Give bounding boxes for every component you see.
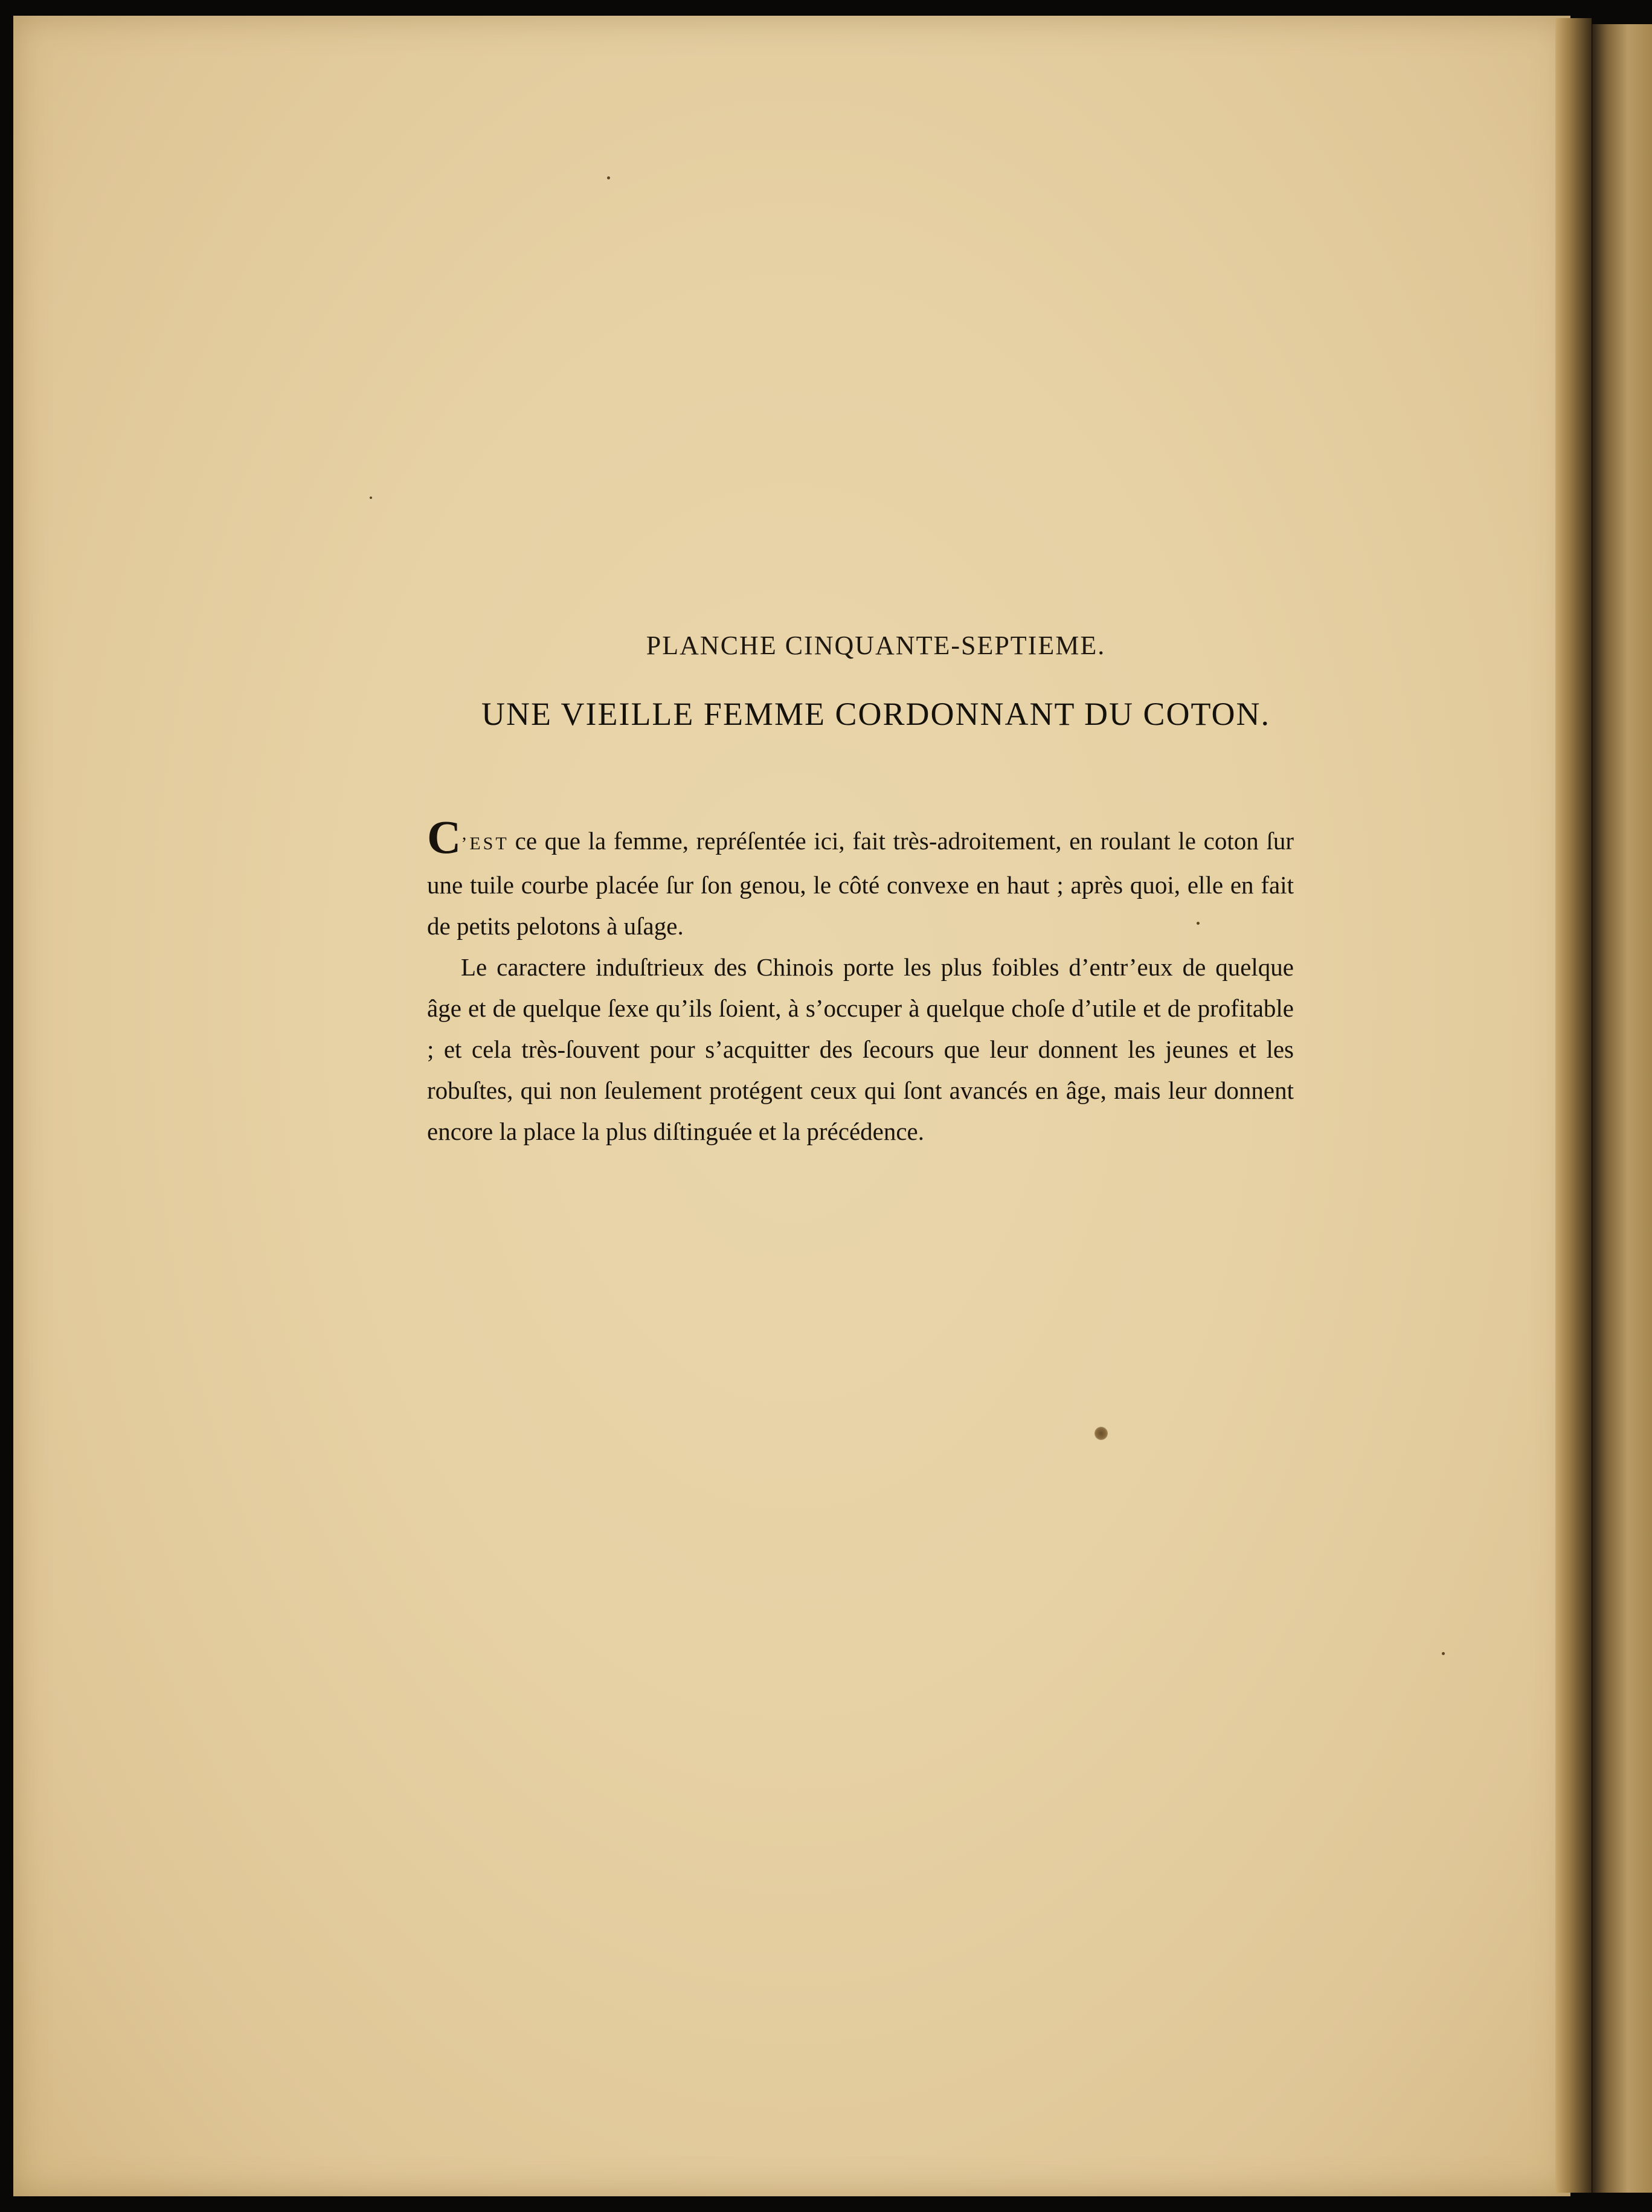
small-caps-lead: ’EST (461, 834, 509, 854)
body-text (427, 811, 1294, 1152)
page-title: UNE VIEILLE FEMME CORDONNANT DU COTON. (481, 696, 1270, 732)
ink-spot (1094, 1427, 1108, 1440)
plate-header: PLANCHE CINQUANTE-SEPTIEME. (646, 631, 1106, 660)
drop-cap: C (427, 811, 461, 863)
paragraph-text: Le caractere induſtrieux des Chinois porte les plus foibles d’entr’eux de quelque âge et de quelque ſexe qu’ils ſoient, à s’occuper à quelque choſe d’utile et de profitable ; et cela très-ſouvent pour s’acquitter des ſecours que leur donnent les jeunes et les robuſtes, qui non ſeulement protégent ceux qui ſont avancés en âge, mais leur donnent encore la place la plus diſtinguée et la précédence. (427, 953, 1294, 1145)
paragraph (427, 811, 1294, 947)
next-page-edge (1592, 24, 1652, 2193)
paper-speck (607, 176, 610, 179)
paper-speck (1442, 1652, 1445, 1655)
paragraph (427, 947, 1294, 1152)
paper-speck (370, 497, 372, 499)
page-gutter-shadow (1555, 18, 1592, 2193)
paragraph-text: ce que la femme, repréſentée ici, fait très-adroitement, en roulant le coton ſur une tuile courbe placée ſur ſon genou, le côté convexe en haut ; après quoi, elle en fait de petits pelotons à uſage. (427, 827, 1294, 940)
